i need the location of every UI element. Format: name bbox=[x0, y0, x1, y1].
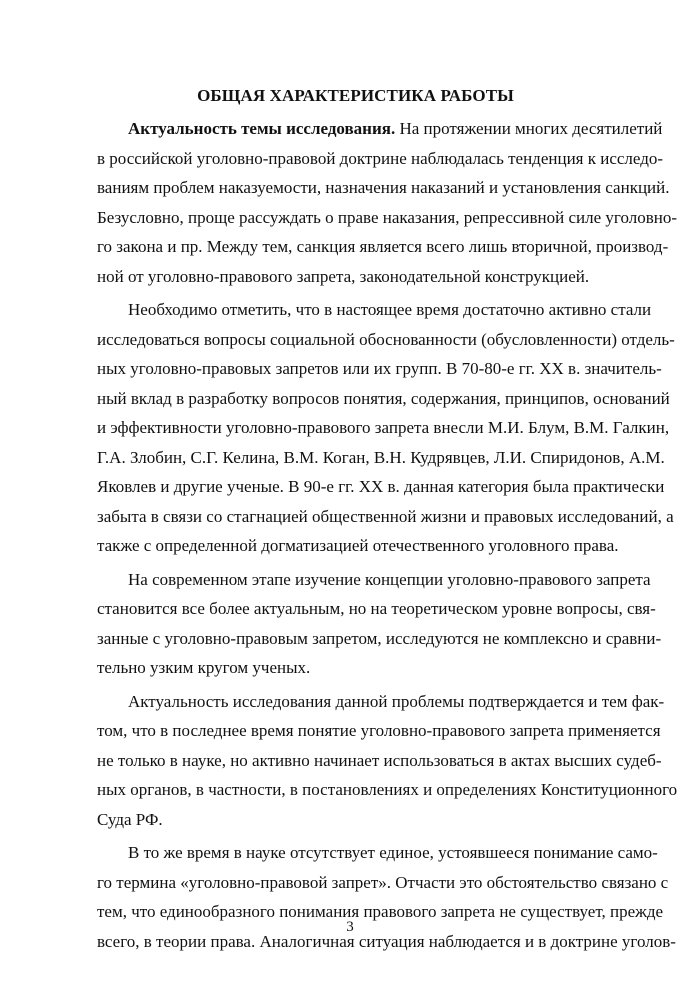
paragraph-1 bbox=[97, 114, 678, 291]
text-line: занные с уголовно-правовым запретом, исследуются не комплексно и сравни- bbox=[97, 628, 662, 648]
text-line: Яковлев и другие ученые. В 90-е гг. XX в. данная категория была практически bbox=[97, 477, 665, 496]
paragraph-3 bbox=[97, 565, 662, 683]
text-line: не только в науке, но активно начинает использоваться в актах высших судеб- bbox=[97, 750, 662, 770]
text-line: ный вклад в разработку вопросов понятия, содержания, принципов, оснований bbox=[97, 388, 670, 408]
paragraph-5 bbox=[97, 838, 676, 956]
text-line: Необходимо отметить, что в настоящее время достаточно активно стали bbox=[128, 300, 652, 319]
paragraph-4 bbox=[97, 687, 678, 835]
text-line: Безусловно, проще рассуждать о праве наказания, репрессивной силе уголовно- bbox=[97, 207, 678, 227]
text-line: забыта в связи со стагнацией общественной жизни и правовых исследований, а bbox=[97, 506, 674, 526]
paragraph-2 bbox=[97, 295, 675, 561]
section-title: ОБЩАЯ ХАРАКТЕРИСТИКА РАБОТЫ bbox=[197, 86, 514, 105]
text-line: и эффективности уголовно-правового запрета внесли М.И. Блум, В.М. Галкин, bbox=[97, 418, 670, 437]
text-line: ных органов, в частности, в постановлениях и определениях Конституционного bbox=[97, 780, 678, 799]
text-line: На современном этапе изучение концепции уголовно-правового запрета bbox=[128, 569, 651, 589]
text-line: в российской уголовно-правовой доктрине наблюдалась тенденция к исследо- bbox=[97, 148, 664, 168]
text-line-remainder: На протяжении многих десятилетий bbox=[395, 119, 663, 138]
text-line: ваниям проблем наказуемости, назначения наказаний и установления санкций. bbox=[97, 178, 670, 197]
text-line: тем, что единообразного понимания правового запрета не существует, прежде bbox=[97, 902, 664, 921]
text-line: становится все более актуальным, но на теоретическом уровне вопросы, свя- bbox=[97, 599, 656, 618]
text-line: ной от уголовно-правового запрета, законодательной конструкцией. bbox=[97, 266, 590, 286]
page-number: 3 bbox=[346, 919, 354, 935]
text-line: го термина «уголовно-правовой запрет». Отчасти это обстоятельство связано с bbox=[97, 872, 669, 892]
text-line: В то же время в науке отсутствует единое, устоявшееся понимание само- bbox=[128, 843, 658, 862]
text-line: Г.А. Злобин, С.Г. Келина, В.М. Коган, В.Н. Кудрявцев, Л.И. Спиридонов, А.М. bbox=[97, 447, 665, 467]
text-line: всего, в теории права. Аналогичная ситуация наблюдается и в доктрине уголов- bbox=[97, 931, 676, 951]
text-line: также с определенной догматизацией отечественного уголовного права. bbox=[97, 536, 619, 555]
text-line: ных уголовно-правовых запретов или их групп. В 70-80-е гг. XX в. значитель- bbox=[97, 359, 662, 378]
lead-phrase: Актуальность темы исследования. bbox=[128, 119, 396, 138]
text-line: Актуальность исследования данной проблемы подтверждается и тем фак- bbox=[128, 691, 665, 711]
text-line: тельно узким кругом ученых. bbox=[97, 658, 311, 677]
text-line: Суда РФ. bbox=[97, 809, 163, 829]
text-line: том, что в последнее время понятие уголовно-правового запрета применяется bbox=[97, 721, 661, 740]
text-line bbox=[97, 114, 663, 144]
text-line: го закона и пр. Между тем, санкция является всего лишь вторичной, производ- bbox=[97, 237, 669, 256]
text-line: исследоваться вопросы социальной обоснованности (обусловленности) отдель- bbox=[97, 329, 675, 349]
